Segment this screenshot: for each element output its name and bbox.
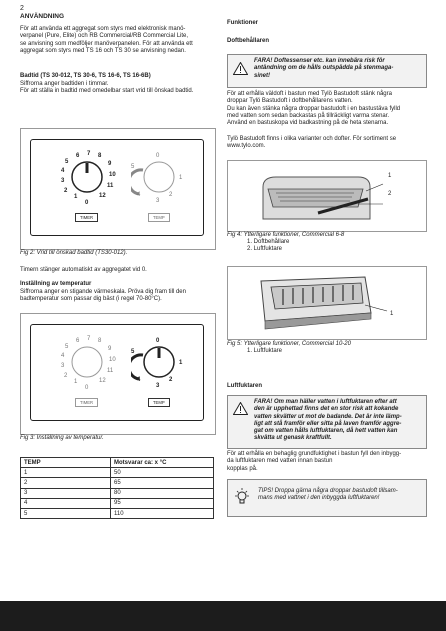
section-title: ANVÄNDNING <box>20 13 65 20</box>
tip-box <box>227 479 427 517</box>
figure-2 <box>20 128 216 250</box>
timer-label-3: 3 <box>61 363 65 369</box>
badtid-heading: Badtid (TS 30-012, TS 30-6, TS 16-6, TS 16-6B) <box>20 73 151 79</box>
temp-knob <box>143 346 175 378</box>
callout-1: 1 <box>388 173 392 179</box>
table-header: TEMP <box>21 458 111 468</box>
warning-box <box>227 395 427 449</box>
temp-label-4: 4 <box>137 192 141 198</box>
table-header: Motsvarar ca: x °C <box>111 458 214 468</box>
fig5-caption: Fig 5: Ytterligare funktioner, Commercial 10-20 <box>227 341 351 347</box>
temp-label-2: 2 <box>169 377 173 383</box>
timer-label-12: 12 <box>99 378 106 384</box>
timer-label-6: 6 <box>76 338 80 344</box>
timer-button[interactable]: TIMER <box>75 213 98 222</box>
timer-label-8: 8 <box>98 153 102 159</box>
timer-label-3: 3 <box>61 178 65 184</box>
timer-label-7: 7 <box>87 151 91 157</box>
tip-text: TIPS! Droppa gärna några droppar bastudoft tillsam- mans med vattnet i den inbyggda luftfuktaren! <box>258 488 398 502</box>
table-cell: 95 <box>111 498 214 508</box>
table-row <box>21 478 214 488</box>
timer-label-5: 5 <box>65 344 69 350</box>
timer-text: Timern stänger automatiskt av aggregatet vid 0. <box>20 267 147 273</box>
temp-text: Siffrorna anger en stigande värmeskala. Pröva dig fram till den badtemperatur som passar dig bäst (i regel 70-80°C). <box>20 289 186 303</box>
temp-knob <box>143 161 175 193</box>
table-cell: 5 <box>21 508 111 518</box>
timer-label-4: 4 <box>61 168 65 174</box>
control-panel <box>30 139 204 236</box>
table-cell: 50 <box>111 468 214 478</box>
timer-label-12: 12 <box>99 193 106 199</box>
timer-label-1: 1 <box>74 379 78 385</box>
temp-label-3: 3 <box>156 383 160 389</box>
table-cell: 4 <box>21 498 111 508</box>
page-number: 2 <box>20 5 24 12</box>
figure-3 <box>20 313 216 435</box>
timer-label-2: 2 <box>64 373 68 379</box>
figure-5 <box>227 266 427 340</box>
timer-label-11: 11 <box>107 183 114 189</box>
heater-illustration <box>258 169 388 227</box>
temp-button[interactable]: TEMP <box>148 398 170 407</box>
timer-button[interactable]: TIMER <box>75 398 98 407</box>
table-row <box>21 508 214 518</box>
humidifier-illustration <box>253 273 393 335</box>
fig4-legend: 1. Doftbehållare 2. Luftfuktare <box>247 239 290 253</box>
timer-label-2: 2 <box>64 188 68 194</box>
warning-icon <box>233 62 248 75</box>
timer-label-10: 10 <box>109 357 116 363</box>
timer-label-7: 7 <box>87 336 91 342</box>
timer-label-9: 9 <box>108 161 112 167</box>
luft-paragraph: För att erhålla en behaglig grundfuktighet i bastun fyll den inbygg- da luftfuktaren med vatten innan bastun kopplas på. <box>227 451 402 472</box>
fig5-legend: 1. Luftfuktare <box>247 348 283 354</box>
footer-bar <box>0 601 446 631</box>
timer-label-8: 8 <box>98 338 102 344</box>
table-cell: 1 <box>21 468 111 478</box>
temp-heading: Inställning av temperatur <box>20 281 92 287</box>
figure-4 <box>227 160 427 232</box>
warning-text: FARA! Om man häller vatten i luftfuktaren efter att den är upphettad finns det en stor risk att kokande vatten skvätter ut mot de badande. Det är inte lämp- ligt att stå framför eller sitta på laven framför aggre- gat om vatten hålls luftfuktaren, då hett vatten kan skvätta ut genask kraftfullt. <box>254 399 402 442</box>
functions-title: Funktioner <box>227 20 258 26</box>
timer-label-6: 6 <box>76 153 80 159</box>
doft-paragraph: För att erhålla väldoft i bastun med Tylö Bastudoft stänk några droppar Tylö Bastudoft i doftbehållarens vatten. Du kan även stänka några droppar bastudoft i en bastustäva fylld med vatten som sedan backastas på tillräckligt varma stenar. Använd en bastuskopa vid badkastning på de heta stenarna. <box>227 91 401 127</box>
callout-2: 2 <box>388 191 392 197</box>
temp-label-5: 5 <box>131 349 135 355</box>
temp-table <box>20 457 214 519</box>
warning-icon <box>233 402 248 415</box>
temp-label-5: 5 <box>131 164 135 170</box>
table-row <box>21 468 214 478</box>
temp-button[interactable]: TEMP <box>148 213 170 222</box>
timer-knob <box>71 161 103 193</box>
timer-label-10: 10 <box>109 172 116 178</box>
temp-label-3: 3 <box>156 198 160 204</box>
timer-label-9: 9 <box>108 346 112 352</box>
callout-1: 1 <box>390 311 394 317</box>
timer-label-0: 0 <box>85 200 89 206</box>
temp-label-1: 1 <box>179 175 183 181</box>
timer-knob <box>71 346 103 378</box>
badtid-text: Siffrorna anger badtiden i timmar. För att ställa in badtid med omedelbar start vrid till önskad badtid. <box>20 81 194 95</box>
table-header-row <box>21 458 214 468</box>
doft-subtitle: Doftbehållaren <box>227 38 270 44</box>
timer-label-11: 11 <box>107 368 114 374</box>
table-cell: 110 <box>111 508 214 518</box>
warning-text: FARA! Doftessenser etc. kan innebära risk för antändning om de hålls outspädda på stenmaga- sinet! <box>254 58 394 79</box>
temp-label-2: 2 <box>169 192 173 198</box>
table-cell: 3 <box>21 488 111 498</box>
timer-label-5: 5 <box>65 159 69 165</box>
variants-paragraph: Tylö Bastudoft finns i olika varianter och dofter. För sortiment se www.tylo.com. <box>227 136 397 150</box>
warning-box <box>227 54 427 88</box>
lightbulb-icon <box>234 488 250 506</box>
timer-label-4: 4 <box>61 353 65 359</box>
table-row <box>21 488 214 498</box>
table-cell: 2 <box>21 478 111 488</box>
timer-label-0: 0 <box>85 385 89 391</box>
timer-label-1: 1 <box>74 194 78 200</box>
temp-label-0: 0 <box>156 153 160 159</box>
fig2-caption: Fig 2: Vrid till önskad badtid (TS30-012). <box>20 250 128 256</box>
fig3-caption: Fig 3: Inställning av temperatur. <box>20 435 104 441</box>
temp-label-4: 4 <box>137 377 141 383</box>
intro-paragraph: För att använda ett aggregat som styrs med elektronisk manö- verpanel (Pure, Elite) och RB Commercial/RB Commercial Lite, se anvisning som medföljer manöverpanelen. För att använda ett aggregat som styrs med TS 16 och TS 30 se anvisning nedan. <box>20 26 193 54</box>
temp-label-1: 1 <box>179 360 183 366</box>
temp-label-0: 0 <box>156 338 160 344</box>
fig4-caption: Fig 4: Ytterligare funktioner, Commercial 6-8 <box>227 232 345 238</box>
control-panel <box>30 324 204 421</box>
table-row <box>21 498 214 508</box>
table-cell: 65 <box>111 478 214 488</box>
luft-heading: Luftfuktaren <box>227 383 262 389</box>
table-cell: 80 <box>111 488 214 498</box>
